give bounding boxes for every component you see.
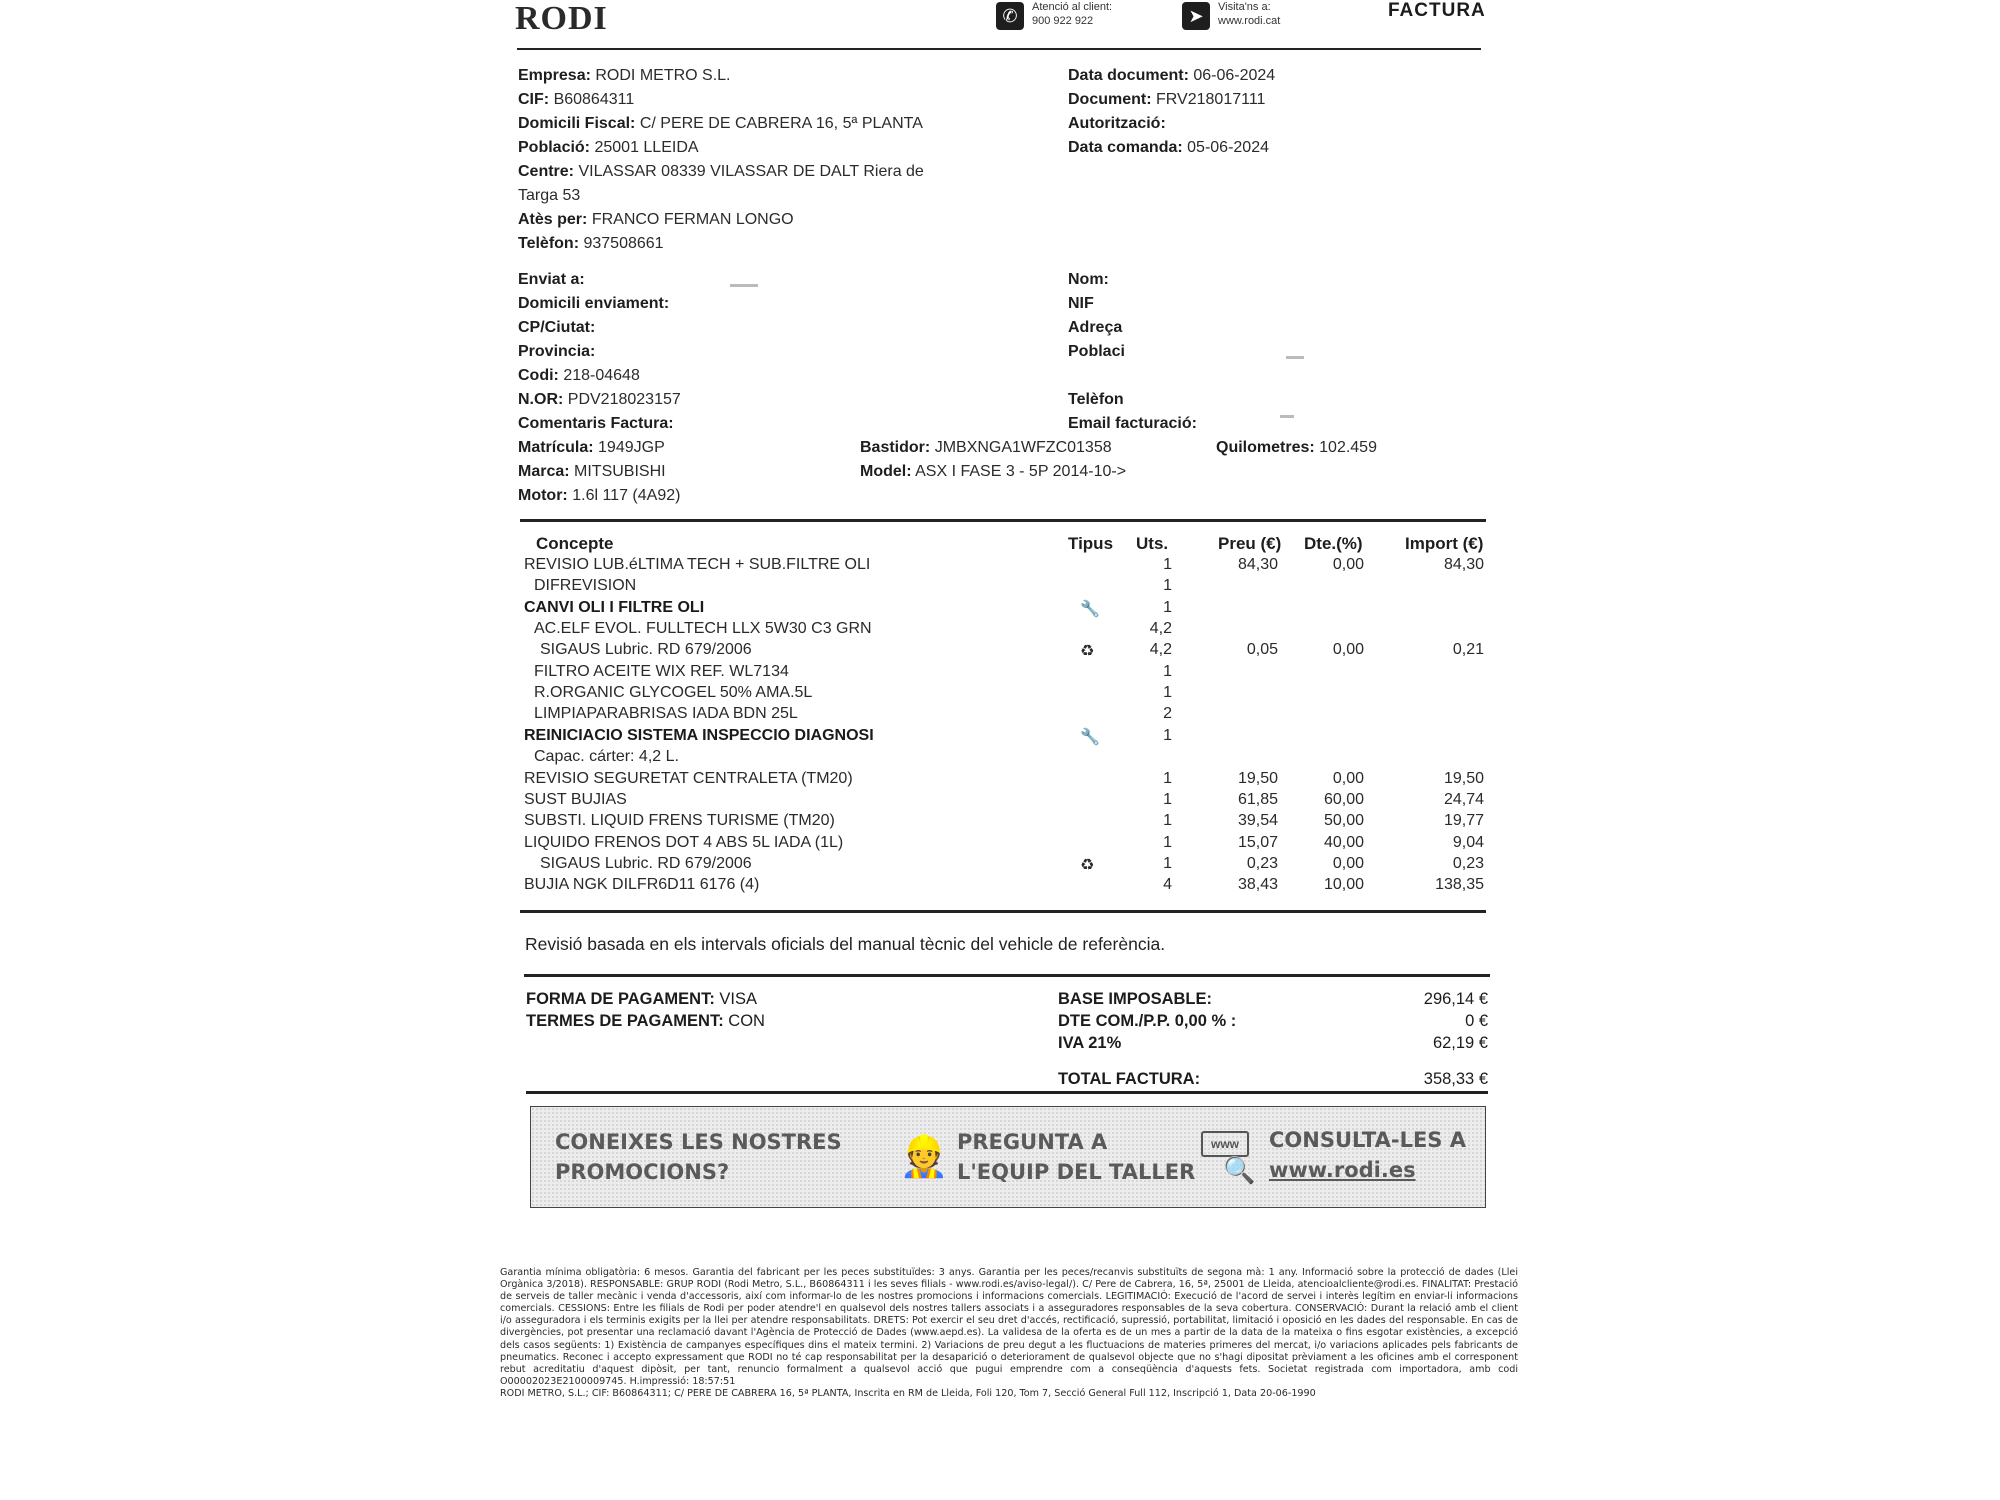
customer-service-label: Atenció al client: xyxy=(1032,1,1113,13)
dte-com-value: 0 € xyxy=(1465,1012,1488,1030)
base-label: BASE IMPOSABLE: xyxy=(1058,990,1213,1008)
bastidor-label: Bastidor: xyxy=(860,439,931,456)
line-price: 0,05 xyxy=(1246,641,1278,659)
line-discount: 0,00 xyxy=(1332,854,1364,872)
table-row xyxy=(0,663,2000,684)
data-comanda-value: 05-06-2024 xyxy=(1187,139,1269,156)
line-units: 4 xyxy=(1163,876,1172,894)
line-units: 1 xyxy=(1163,556,1172,573)
line-price: 61,85 xyxy=(1237,790,1278,808)
line-concept: REVISIO SEGURETAT CENTRALETA (TM20) xyxy=(524,769,853,787)
client-info xyxy=(1068,268,1368,436)
km-value: 102.459 xyxy=(1319,439,1377,456)
domicili-value: C/ PERE DE CABRERA 16, 5ª PLANTA xyxy=(639,115,923,132)
poblacio-value: 25001 LLEIDA xyxy=(594,139,699,156)
line-units: 1 xyxy=(1163,684,1172,702)
empresa-value: RODI METRO S.L. xyxy=(595,67,731,84)
website-label: Visita'ns a: xyxy=(1218,1,1271,13)
consult-line-1: CONSULTA-LES A xyxy=(1269,1128,1466,1152)
www-badge: www xyxy=(1201,1131,1249,1157)
nom-label: Nom: xyxy=(1068,271,1109,288)
line-concept: REINICIACIO SISTEMA INSPECCIO DIAGNOSI xyxy=(524,726,874,744)
document-title: FACTURA xyxy=(1388,0,1486,21)
line-amount: 0,23 xyxy=(1452,854,1484,872)
line-units: 1 xyxy=(1163,833,1172,851)
model-label: Model: xyxy=(860,463,912,480)
line-concept: LIMPIAPARABRISAS IADA BDN 25L xyxy=(534,705,798,723)
line-concept: CANVI OLI I FILTRE OLI xyxy=(524,598,705,616)
redaction-mark xyxy=(1280,415,1294,418)
line-price: 84,30 xyxy=(1237,556,1278,573)
matricula-label: Matrícula: xyxy=(518,439,594,456)
cp-ciutat-label: CP/Ciutat: xyxy=(518,319,596,336)
line-type-icon: 🔧 xyxy=(1080,600,1100,618)
line-discount: 50,00 xyxy=(1323,812,1364,830)
nor-label: N.OR: xyxy=(518,391,564,408)
forma-pagament-label: FORMA DE PAGAMENT: xyxy=(526,990,715,1008)
rodi-website-link[interactable]: www.rodi.es xyxy=(1269,1158,1416,1182)
mechanic-icon: 👷 xyxy=(899,1135,949,1179)
ask-line-2: L'EQUIP DEL TALLER xyxy=(957,1160,1196,1184)
line-amount: 24,74 xyxy=(1443,790,1484,808)
line-units: 1 xyxy=(1163,790,1172,808)
model-value: ASX I FASE 3 - 5P 2014-10-> xyxy=(915,463,1127,480)
motor-label: Motor: xyxy=(518,487,568,504)
km-label: Quilometres: xyxy=(1216,439,1315,456)
termes-pagament-label: TERMES DE PAGAMENT: xyxy=(526,1012,724,1030)
header-concepte: Concepte xyxy=(536,534,614,553)
email-label: Email facturació: xyxy=(1068,415,1197,432)
promo-question xyxy=(555,1127,842,1187)
table-row xyxy=(0,684,2000,705)
line-concept: AC.ELF EVOL. FULLTECH LLX 5W30 C3 GRN xyxy=(534,620,872,638)
marca-label: Marca: xyxy=(518,463,570,480)
line-type-icon: 🔧 xyxy=(1080,728,1100,746)
line-discount: 10,00 xyxy=(1323,876,1364,894)
totals-bottom-divider xyxy=(526,1091,1488,1094)
shipping-info xyxy=(518,268,858,508)
client-phone-label: Telèfon xyxy=(1068,391,1124,408)
customer-service-info xyxy=(1032,0,1112,28)
bastidor-value: JMBXNGA1WFZC01358 xyxy=(934,439,1112,456)
table-row xyxy=(0,791,2000,812)
company-phone-value: 937508661 xyxy=(583,235,664,252)
line-units: 1 xyxy=(1163,854,1172,872)
centre-value-line2: Targa 53 xyxy=(518,187,581,204)
autoritzacio-label: Autorització: xyxy=(1068,115,1166,132)
empresa-label: Empresa: xyxy=(518,67,591,84)
website-link[interactable]: www.rodi.cat xyxy=(1218,15,1281,27)
codi-label: Codi: xyxy=(518,367,559,384)
line-price: 38,43 xyxy=(1237,876,1278,894)
termes-pagament-value: CON xyxy=(728,1012,765,1030)
ates-label: Atès per: xyxy=(518,211,588,228)
total-value: 358,33 € xyxy=(1423,1070,1488,1088)
line-concept: SIGAUS Lubric. RD 679/2006 xyxy=(540,641,752,659)
header-dte: Dte.(%) xyxy=(1304,534,1363,553)
table-row xyxy=(0,727,2000,748)
motor-value: 1.6l 117 (4A92) xyxy=(572,487,681,504)
enviat-label: Enviat a: xyxy=(518,271,585,288)
cursor-icon: ➤ xyxy=(1182,2,1210,30)
line-units: 1 xyxy=(1163,769,1172,787)
total-label: TOTAL FACTURA: xyxy=(1058,1070,1201,1088)
line-amount: 19,77 xyxy=(1443,812,1484,830)
line-concept: BUJIA NGK DILFR6D11 6176 (4) xyxy=(524,876,760,894)
website-info xyxy=(1218,0,1280,28)
adreca-label: Adreça xyxy=(1068,319,1123,336)
forma-pagament-value: VISA xyxy=(719,990,758,1008)
payment-info xyxy=(526,988,765,1032)
table-row xyxy=(0,876,2000,897)
header-tipus: Tipus xyxy=(1068,534,1114,553)
data-document-label: Data document: xyxy=(1068,67,1189,84)
dte-com-label: DTE COM./P.P. 0,00 % : xyxy=(1058,1012,1237,1030)
promo-line-2: PROMOCIONS? xyxy=(555,1160,730,1184)
cif-label: CIF: xyxy=(518,91,550,108)
ask-workshop xyxy=(957,1127,1195,1187)
marca-value: MITSUBISHI xyxy=(574,463,666,480)
line-concept: REVISIO LUB.éLTIMA TECH + SUB.FILTRE OLI xyxy=(524,556,871,573)
line-amount: 19,50 xyxy=(1443,769,1484,787)
table-row xyxy=(0,770,2000,791)
totals-top-divider xyxy=(524,974,1490,977)
line-concept: SUBSTI. LIQUID FRENS TURISME (TM20) xyxy=(524,812,835,830)
base-value: 296,14 € xyxy=(1423,990,1488,1008)
line-units: 1 xyxy=(1163,577,1172,595)
web-search-icon xyxy=(1201,1131,1256,1187)
header-import: Import (€) xyxy=(1405,534,1484,553)
header-preu: Preu (€) xyxy=(1218,534,1282,553)
comentaris-label: Comentaris Factura: xyxy=(518,415,674,432)
iva-label: IVA 21% xyxy=(1058,1034,1122,1052)
line-amount: 84,30 xyxy=(1443,556,1484,573)
iva-value: 62,19 € xyxy=(1432,1034,1488,1052)
line-discount: 0,00 xyxy=(1332,556,1364,573)
revision-note: Revisió basada en els intervals oficials del manual tècnic del vehicle de referència. xyxy=(525,934,1166,954)
data-document-value: 06-06-2024 xyxy=(1193,67,1276,84)
table-row xyxy=(0,748,2000,769)
line-amount: 0,21 xyxy=(1452,641,1484,659)
ask-line-1: PREGUNTA A xyxy=(957,1130,1108,1154)
ates-value: FRANCO FERMAN LONGO xyxy=(591,211,794,228)
table-top-divider xyxy=(520,519,1486,522)
line-price: 39,54 xyxy=(1237,812,1278,830)
promo-line-1: CONEIXES LES NOSTRES xyxy=(555,1130,842,1154)
matricula-value: 1949JGP xyxy=(598,439,665,456)
line-concept: DIFREVISION xyxy=(534,577,637,595)
company-phone-label: Telèfon: xyxy=(518,235,580,252)
line-units: 1 xyxy=(1163,726,1172,744)
consult-web xyxy=(1269,1125,1466,1185)
rodi-logo: RODI xyxy=(515,0,608,37)
line-type-icon: ♻ xyxy=(1080,856,1095,874)
line-concept: SUST BUJIAS xyxy=(524,790,627,808)
document-info xyxy=(1068,64,1488,160)
line-amount: 138,35 xyxy=(1435,876,1484,894)
line-price: 15,07 xyxy=(1237,833,1278,851)
line-amount: 9,04 xyxy=(1452,833,1484,851)
table-row xyxy=(0,556,2000,577)
line-discount: 0,00 xyxy=(1332,641,1364,659)
line-units: 1 xyxy=(1163,662,1172,680)
line-units: 4,2 xyxy=(1149,620,1172,638)
domicili-label: Domicili Fiscal: xyxy=(518,115,636,132)
table-row xyxy=(0,705,2000,726)
table-row xyxy=(0,641,2000,662)
data-comanda-label: Data comanda: xyxy=(1068,139,1183,156)
table-row xyxy=(0,855,2000,876)
table-row xyxy=(0,620,2000,641)
line-discount: 60,00 xyxy=(1323,790,1364,808)
line-discount: 40,00 xyxy=(1323,833,1364,851)
line-concept: FILTRO ACEITE WIX REF. WL7134 xyxy=(534,662,789,680)
table-row xyxy=(0,577,2000,598)
line-units: 2 xyxy=(1163,705,1172,723)
line-units: 4,2 xyxy=(1149,641,1172,659)
customer-service-phone[interactable]: 900 922 922 xyxy=(1032,15,1094,27)
poblacio-label: Població: xyxy=(518,139,591,156)
phone-icon: ✆ xyxy=(996,2,1024,30)
provincia-label: Provincia: xyxy=(518,343,596,360)
table-bottom-divider xyxy=(520,910,1486,913)
table-row xyxy=(0,599,2000,620)
line-discount: 0,00 xyxy=(1332,769,1364,787)
table-row xyxy=(0,812,2000,833)
redaction-mark xyxy=(1286,356,1304,359)
line-concept: R.ORGANIC GLYCOGEL 50% AMA.5L xyxy=(534,684,813,702)
client-poblacio-label: Poblaci xyxy=(1068,343,1125,360)
cif-value: B60864311 xyxy=(553,91,635,108)
legal-paragraph: Garantia mínima obligatòria: 6 mesos. Garantia del fabricant per les peces substituïdes: 3 anys. Garantia per les peces/recanvis substituïts de segona mà: 1 any. Informació sobre la protecció de dades (Llei Orgànica 3/2018). RESPONSABLE: GRUP RODI (Rodi Metro, S.L., B60864311 i les seves filials - www.rodi.es/aviso-legal/). C/ Pere de Cabrera, 16, 5ª, 25001 de Lleida, atencioalcliente@rodi.es. FINALITAT: Prestació de serveis de taller mecànic i venda d'accessoris, així com informar-lo de les nostres promocions i informacions comercials. LEGITIMACIÓ: Execució de l'acord de servei i interès legítim en enviar-li informacions comercials. CESSIONS: Entre les filials de Rodi per poder atendre'l en qualsevol dels nostres tallers associats i a asseguradores responsables de la seva cobertura. CONSERVACIÓ: Durant la relació amb el client i/o asseguradora i els terminis exigits per la llei per atendre responsabilitats. DRETS: Pot exercir el seu dret d'accés, rectificació, supressió, portabilitat, limitació i oposició en les dades del responsable. En cas de divergències, pot presentar una reclamació davant l'Agència de Protecció de Dades (www.aepd.es). La validesa de la oferta es de un mes a partir de la data de la mateixa o fins esgotar existències, a excepció dels casos següents: 1) Existència de campanyes específiques dins el mateix termini. 2) Variacions de preu degut a les fluctuacions de materies primeres del mercat, i/o variacions aplicades pels fabricants de pneumatics. Reconec i accepto expressament que RODI no té cap responsabilitat per la desaparició o deteriorament de qualsevol objecte que no s'hagi dipositat prèviament a les oficines amb el corresponent rebut acreditatiu d'aquest dipòsit, per tant, renuncio formalment a qualsevol acció que pugui emprendre com a conseqüència d'aquests fets. Societat registrada com importadora, amb codi O00002023E2100009745. H.impressió: 18:57:51 xyxy=(500,1267,1518,1387)
document-number-value: FRV218017111 xyxy=(1156,91,1266,108)
magnifier-icon: 🔍 xyxy=(1223,1155,1256,1185)
legal-text xyxy=(500,1267,1518,1400)
line-concept: LIQUIDO FRENOS DOT 4 ABS 5L IADA (1L) xyxy=(524,833,844,851)
company-registry-footer: RODI METRO, S.L.; CIF: B60864311; C/ PERE DE CABRERA 16, 5ª PLANTA, Inscrita en RM de Lleida, Foli 120, Tom 7, Secció General Full 112, Inscripció 1, Data 20-06-1990 xyxy=(500,1387,1316,1399)
mileage-info xyxy=(1216,436,1377,460)
header-divider xyxy=(517,48,1481,50)
redaction-mark xyxy=(730,284,758,287)
company-info xyxy=(518,64,1038,256)
centre-value: VILASSAR 08339 VILASSAR DE DALT Riera de xyxy=(578,163,924,180)
vehicle-info xyxy=(860,436,1126,484)
line-concept: SIGAUS Lubric. RD 679/2006 xyxy=(540,854,752,872)
nor-value: PDV218023157 xyxy=(567,391,681,408)
domicili-enviament-label: Domicili enviament: xyxy=(518,295,670,312)
line-units: 1 xyxy=(1163,598,1172,616)
table-row xyxy=(0,834,2000,855)
centre-label: Centre: xyxy=(518,163,575,180)
line-concept: Capac. cárter: 4,2 L. xyxy=(534,748,679,766)
header-uts: Uts. xyxy=(1136,534,1169,553)
line-type-icon: ♻ xyxy=(1080,643,1095,661)
line-units: 1 xyxy=(1163,812,1172,830)
line-price: 0,23 xyxy=(1246,854,1278,872)
nif-label: NIF xyxy=(1068,295,1094,312)
promo-banner[interactable] xyxy=(530,1106,1486,1208)
line-price: 19,50 xyxy=(1237,769,1278,787)
codi-value: 218-04648 xyxy=(563,367,640,384)
document-number-label: Document: xyxy=(1068,91,1152,108)
